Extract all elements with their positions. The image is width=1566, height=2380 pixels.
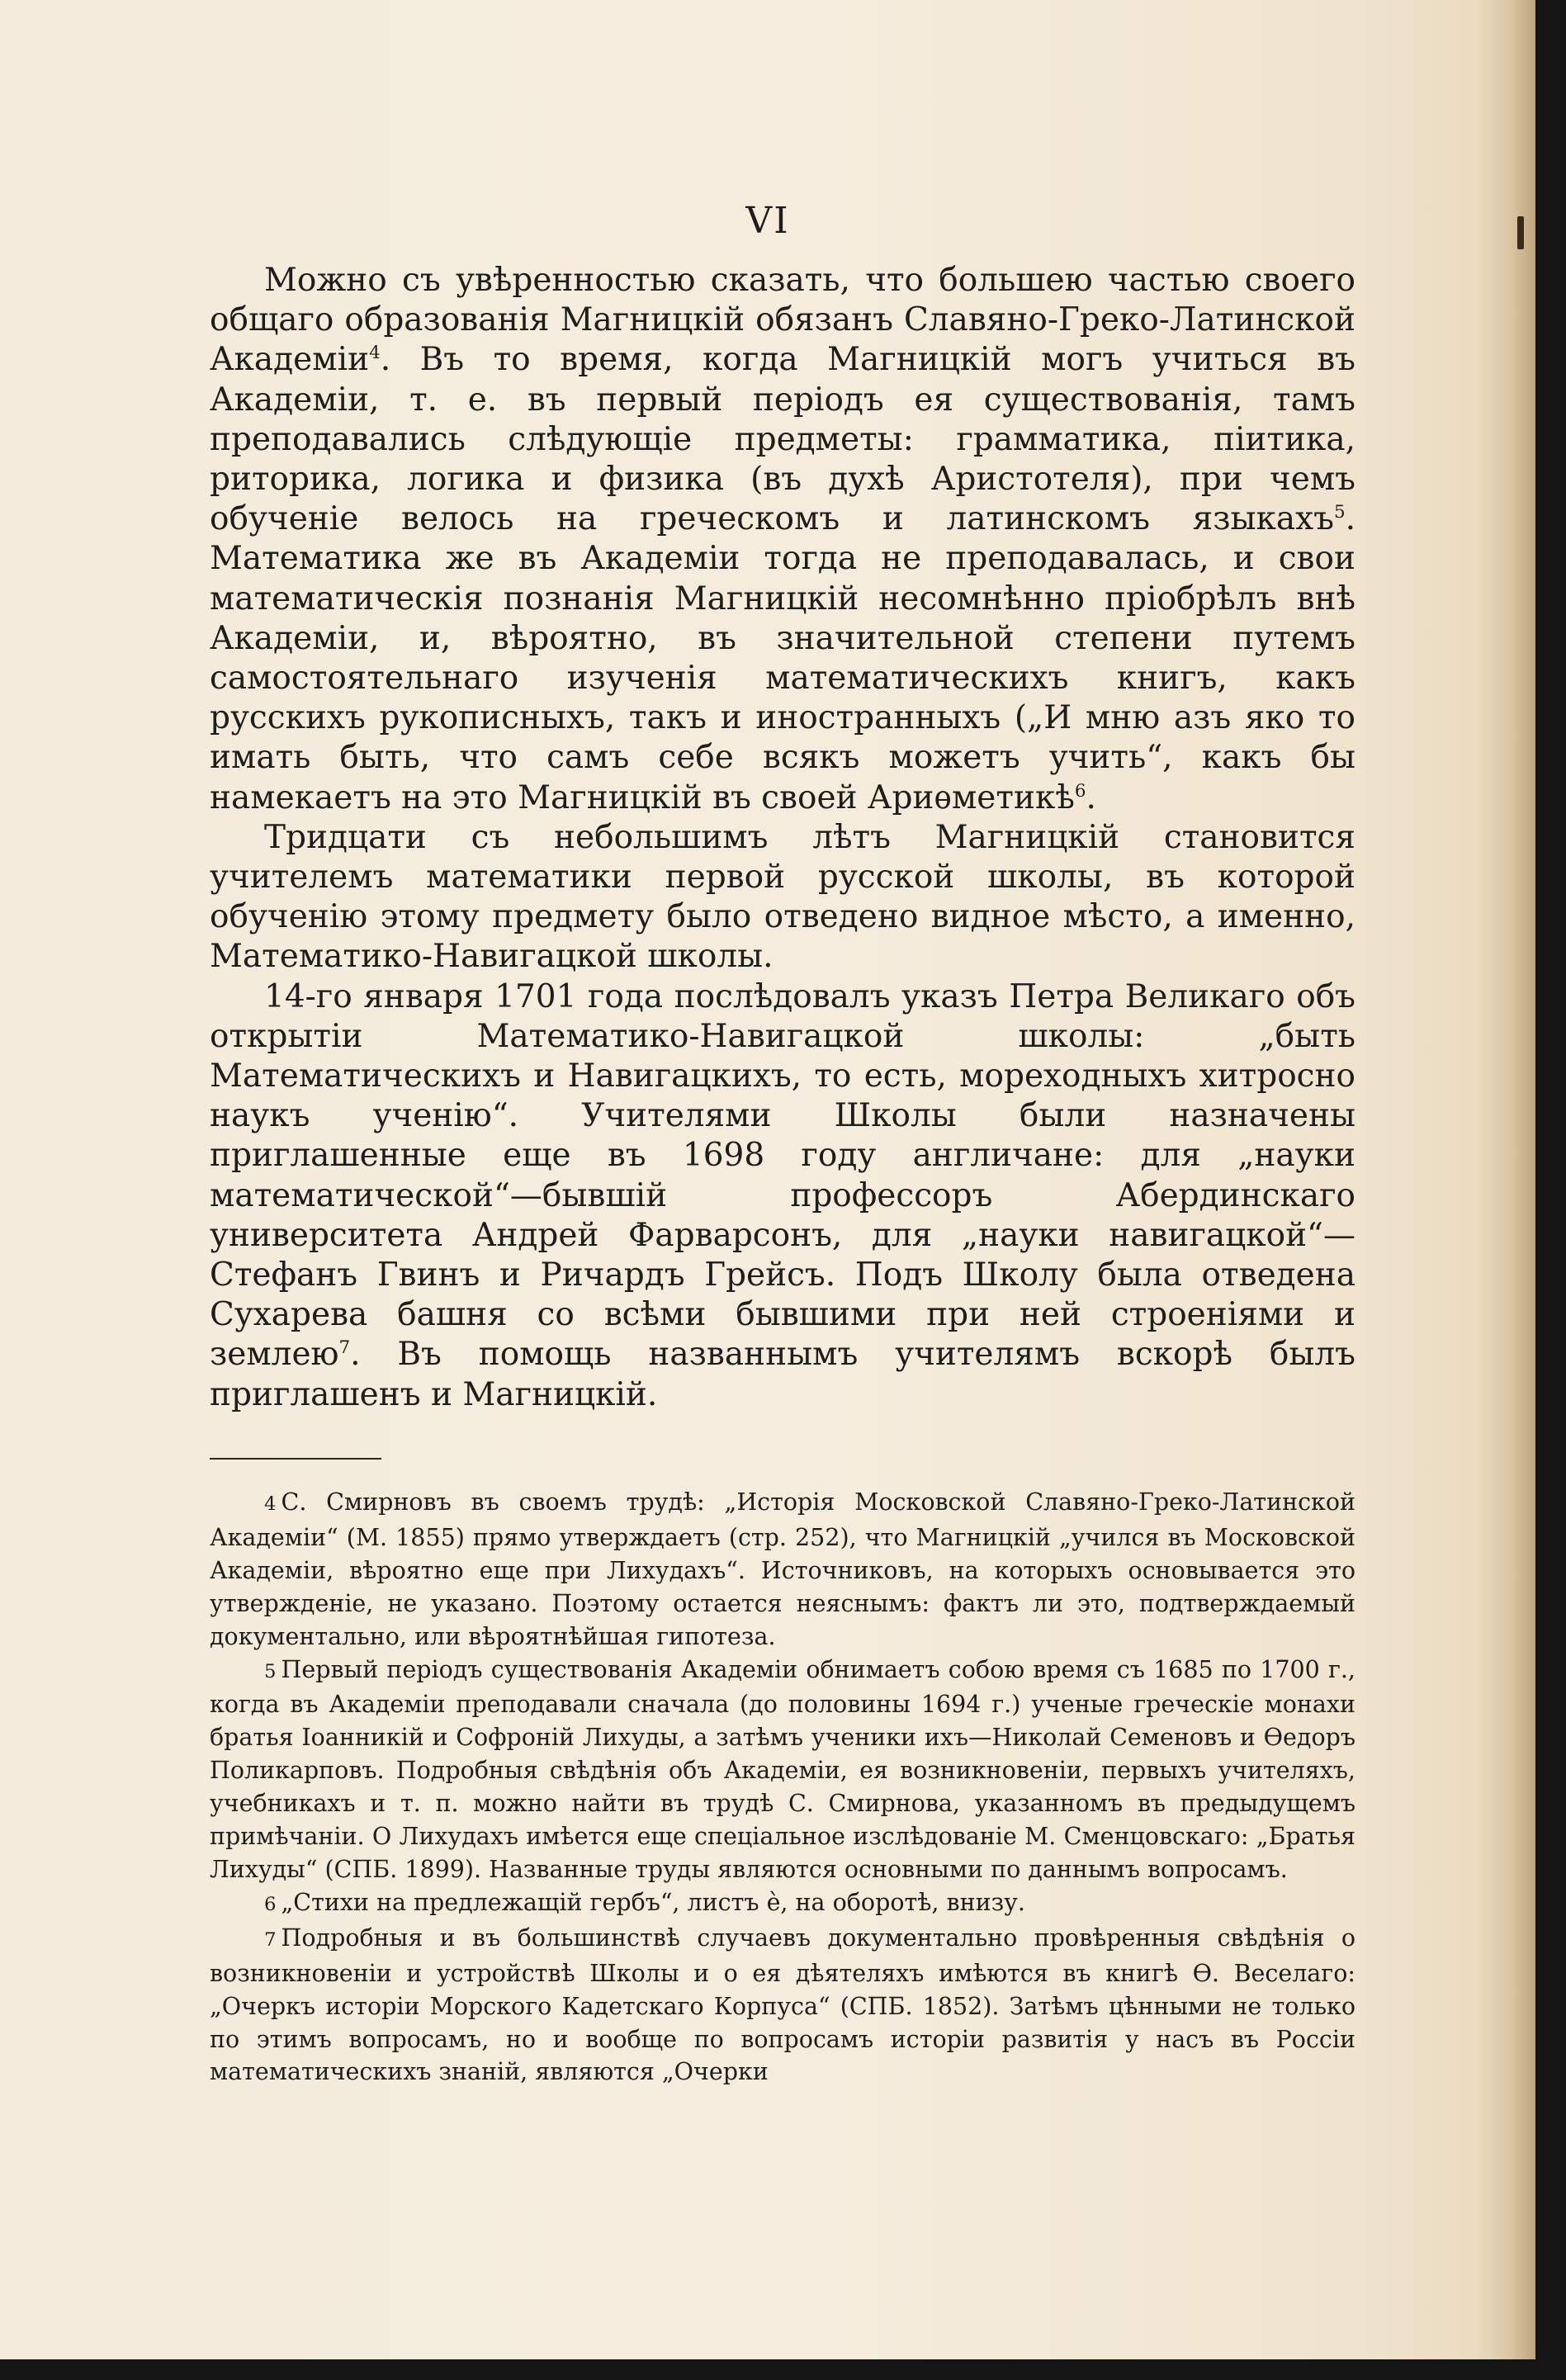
paragraph (210, 261, 1355, 818)
footnote-number: 4 (264, 1493, 277, 1515)
footnote-ref: 4 (369, 343, 381, 364)
footnote-ref: 6 (1074, 780, 1086, 802)
paragraph (210, 977, 1355, 1415)
paragraph-text: . Въ то время, когда Магницкій могъ учиться въ Академіи, т. е. въ первый періодъ ея существованія, тамъ преподавались слѣдующіе предметы: грамматика, піитика, риторика, логика и физика (въ духѣ Аристотеля), при чемъ обученіе велось на греческомъ и латинскомъ языкахъ (210, 341, 1355, 538)
footnote (210, 1486, 1355, 1654)
footnote (210, 1886, 1355, 1922)
footnote (210, 1654, 1355, 1886)
paragraph-text: . Въ помощь названнымъ учителямъ вскорѣ былъ приглашенъ и Магницкій. (210, 1336, 1355, 1413)
paragraph-text: . Математика же въ Академіи тогда не преподавалась, и свои математическія познанія Магницкій несомнѣнно пріобрѣлъ внѣ Академіи, и, вѣроятно, въ значительной степени путемъ самостоятельнаго изученія математическихъ книгъ, какъ русскихъ рукописныхъ, такъ и иностранныхъ („И мню азъ яко то имать быть, что самъ себе всякъ можетъ учить“, какъ бы намекаетъ на это Магницкій въ своей Ариѳметикѣ (210, 500, 1355, 816)
footnote-text: „Стихи на предлежащій гербъ“, листъ ѐ, на оборотѣ, внизу. (281, 1888, 1025, 1916)
paragraph-text: Можно съ увѣренностью сказать, что большею частью своего общаго образованія Магницкій обязанъ Славяно-Греко-Латинской Академіи (210, 262, 1355, 379)
footnote-ref: 5 (1333, 502, 1346, 523)
footnote-number: 6 (264, 1893, 277, 1915)
paragraph-text: Тридцати съ небольшимъ лѣтъ Магницкій становится учителемъ математики первой русской школы, въ которой обученію этому предмету было отведено видное мѣсто, а именно, Математико-Навигацкой школы. (210, 818, 1355, 976)
paragraph-text: 14-го января 1701 года послѣдовалъ указъ Петра Великаго объ открытіи Математико-Навигацкой школы: „быть Математическихъ и Навигацкихъ, то есть, мореходныхъ хитросно наукъ ученію“. Учителями Школы были назначены приглашенные еще въ 1698 году англичане: для „науки математической“—бывшій профессоръ Абердинскаго университета Андрей Фарварсонъ, для „науки навигацкой“—Стефанъ Гвинъ и Ричардъ Грейсъ. Подъ Школу была отведена Сухарева башня со всѣми бывшими при ней строеніями и землею (210, 977, 1355, 1374)
page-edge-shadow (1478, 0, 1535, 2359)
footnote-number: 7 (264, 1928, 277, 1951)
footnote-text: С. Смирновъ въ своемъ трудѣ: „Исторія Московской Славяно-Греко-Латинской Академіи“ (М. 1855) прямо утверждаетъ (стр. 252), что Магницкій „учился въ Московской Академіи, вѣроятно еще при Лихудахъ“. Источниковъ, на которыхъ основывается это утвержденіе, не указано. Поэтому остается неяснымъ: фактъ ли это, подтверждаемый документально, или вѣроятнѣйшая гипотеза. (210, 1488, 1355, 1650)
footnote-number: 5 (264, 1660, 277, 1682)
footnote (210, 1922, 1355, 2089)
footnote-text: Первый періодъ существованія Академіи обнимаетъ собою время съ 1685 по 1700 г., когда въ Академіи преподавали сначала (до половины 1694 г.) ученые греческіе монахи братья Іоанникій и Софроній Лихуды, а затѣмъ ученики ихъ—Николай Семеновъ и Ѳедоръ Поликарповъ. Подробныя свѣдѣнія объ Академіи, ея возникновеніи, первыхъ учителяхъ, учебникахъ и т. п. можно найти въ трудѣ С. Смирнова, указанномъ въ предыдущемъ примѣчаніи. О Лихудахъ имѣется еще спеціальное изслѣдованіе М. Сменцовскаго: „Братья Лихуды“ (СПБ. 1899). Названные труды являются основными по даннымъ вопросамъ. (210, 1655, 1355, 1883)
footnotes (210, 1486, 1355, 2089)
paragraph (210, 818, 1355, 977)
page-number: VI (745, 200, 790, 242)
paragraph-text: . (1086, 778, 1096, 816)
footnote-ref: 7 (338, 1337, 351, 1359)
footnote-rule (210, 1458, 381, 1460)
footnote-text: Подробныя и въ большинствѣ случаевъ документально провѣренныя свѣдѣнія о возникновеніи и устройствѣ Школы и о ея дѣятеляхъ имѣются въ книгѣ Ѳ. Веселаго: „Очеркъ исторіи Морского Кадетскаго Корпуса“ (СПБ. 1852). Затѣмъ цѣнными не только по этимъ вопросамъ, но и вообще по вопросамъ исторіи развитія у насъ въ Россіи математическихъ знаній, являются „Очерки (210, 1923, 1355, 2086)
main-text (210, 261, 1355, 1415)
